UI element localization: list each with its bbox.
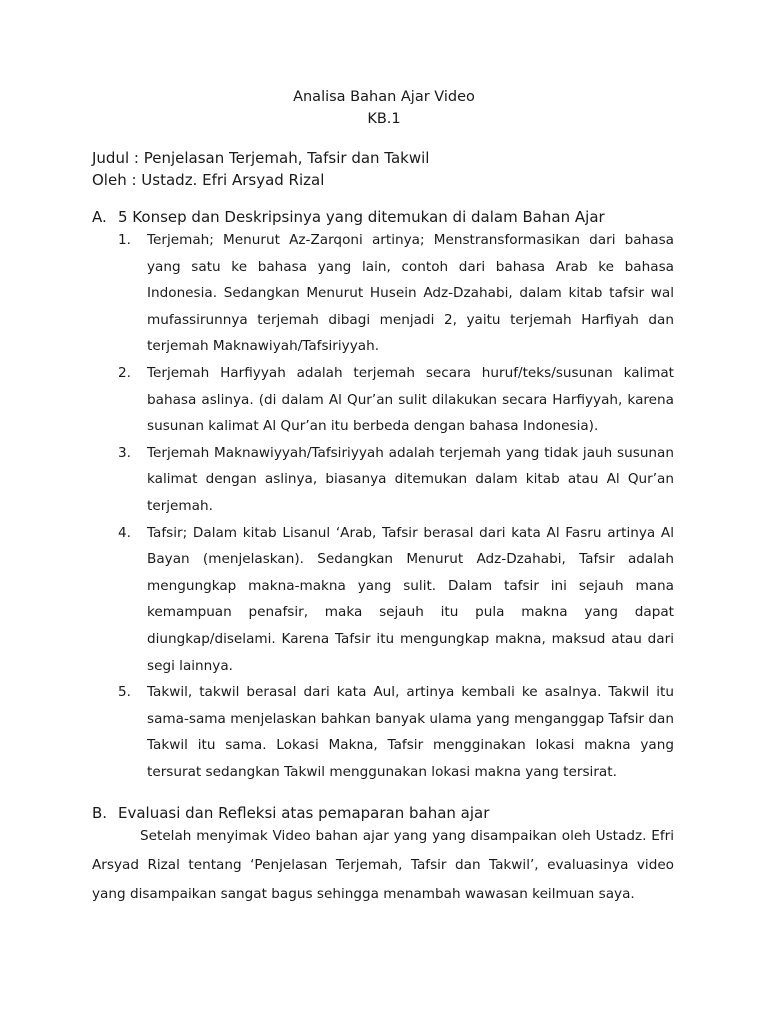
document-meta: [92, 147, 429, 191]
document-title: Analisa Bahan Ajar Video: [293, 89, 475, 105]
section-a-heading-text: 5 Konsep dan Deskripsinya yang ditemukan di dalam Bahan Ajar: [118, 208, 605, 226]
list-item-text: Terjemah Harfiyyah adalah terjemah secara huruf/teks/susunan kalimat bahasa aslinya. (di dalam Al Qur’an sulit dilakukan secara Harfiyyah, karena susunan kalimat Al Qur’an itu berbeda dengan bahasa Indonesia).: [147, 364, 674, 435]
list-item: [118, 360, 674, 440]
document-subtitle: KB.1: [367, 111, 401, 127]
list-item-text: Takwil, takwil berasal dari kata Aul, artinya kembali ke asalnya. Takwil itu sama-sama menjelaskan bahkan banyak ulama yang menganggap Tafsir dan Takwil itu sama. Lokasi Makna, Tafsir mengginakan lokasi makna yang tersurat sedangkan Takwil menggunakan lokasi makna yang tersirat.: [147, 684, 674, 780]
list-item-number: 1.: [118, 232, 131, 248]
list-item: [118, 520, 674, 680]
list-item: [118, 440, 674, 520]
list-item-text: Terjemah; Menurut Az-Zarqoni artinya; Menstransformasikan dari bahasa yang satu ke bahasa yang lain, contoh dari bahasa Arab ke bahasa Indonesia. Sedangkan Menurut Husein Adz-Dzahabi, dalam kitab tafsir wal mufassirunnya terjemah dibagi menjadi 2, yaitu terjemah Harfiyah dan terjemah Maknawiyah/Tafsiriyyah.: [147, 232, 674, 355]
concept-list: [118, 227, 674, 785]
section-a-heading: [92, 206, 605, 228]
judul-line: Judul : Penjelasan Terjemah, Tafsir dan Takwil: [92, 149, 430, 167]
evaluation-paragraph: Setelah menyimak Video bahan ajar yang yang disampaikan oleh Ustadz. Efri Arsyad Rizal tentang ‘Penjelasan Terjemah, Tafsir dan Takwil’, evaluasinya video yang disampaikan sangat bagus sehingga menambah wawasan keilmuan saya.: [92, 828, 674, 902]
list-item-text: Terjemah Maknawiyyah/Tafsiriyyah adalah terjemah yang tidak jauh susunan kalimat dengan aslinya, biasanya ditemukan dalam kitab atau Al Qur’an terjemah.: [147, 444, 674, 514]
section-b-letter: B.: [92, 804, 108, 822]
list-item-text: Tafsir; Dalam kitab Lisanul ‘Arab, Tafsir berasal dari kata Al Fasru artinya Al Bayan (menjelaskan). Sedangkan Menurut Adz-Dzahabi, Tafsir adalah mengungkap makna-makna yang sulit. Dalam tafsir ini sejauh mana kemampuan penafsir, maka sejauh itu pula makna yang dapat diungkap/diselami. Karena Tafsir itu mengungkap makna, maksud atau dari segi lainnya.: [147, 524, 674, 674]
list-item-number: 5.: [118, 684, 131, 701]
section-b-heading: [92, 802, 489, 824]
list-item-number: 3.: [118, 444, 131, 461]
section-b-heading-text: Evaluasi dan Refleksi atas pemaparan bahan ajar: [118, 804, 490, 822]
section-a-letter: A.: [92, 208, 107, 226]
list-item-number: 2.: [118, 364, 131, 381]
list-item: [118, 679, 674, 785]
list-item: [118, 227, 674, 360]
oleh-line: Oleh : Ustadz. Efri Arsyad Rizal: [92, 171, 325, 189]
list-item-number: 4.: [118, 524, 131, 541]
document-title-block: [0, 86, 768, 130]
